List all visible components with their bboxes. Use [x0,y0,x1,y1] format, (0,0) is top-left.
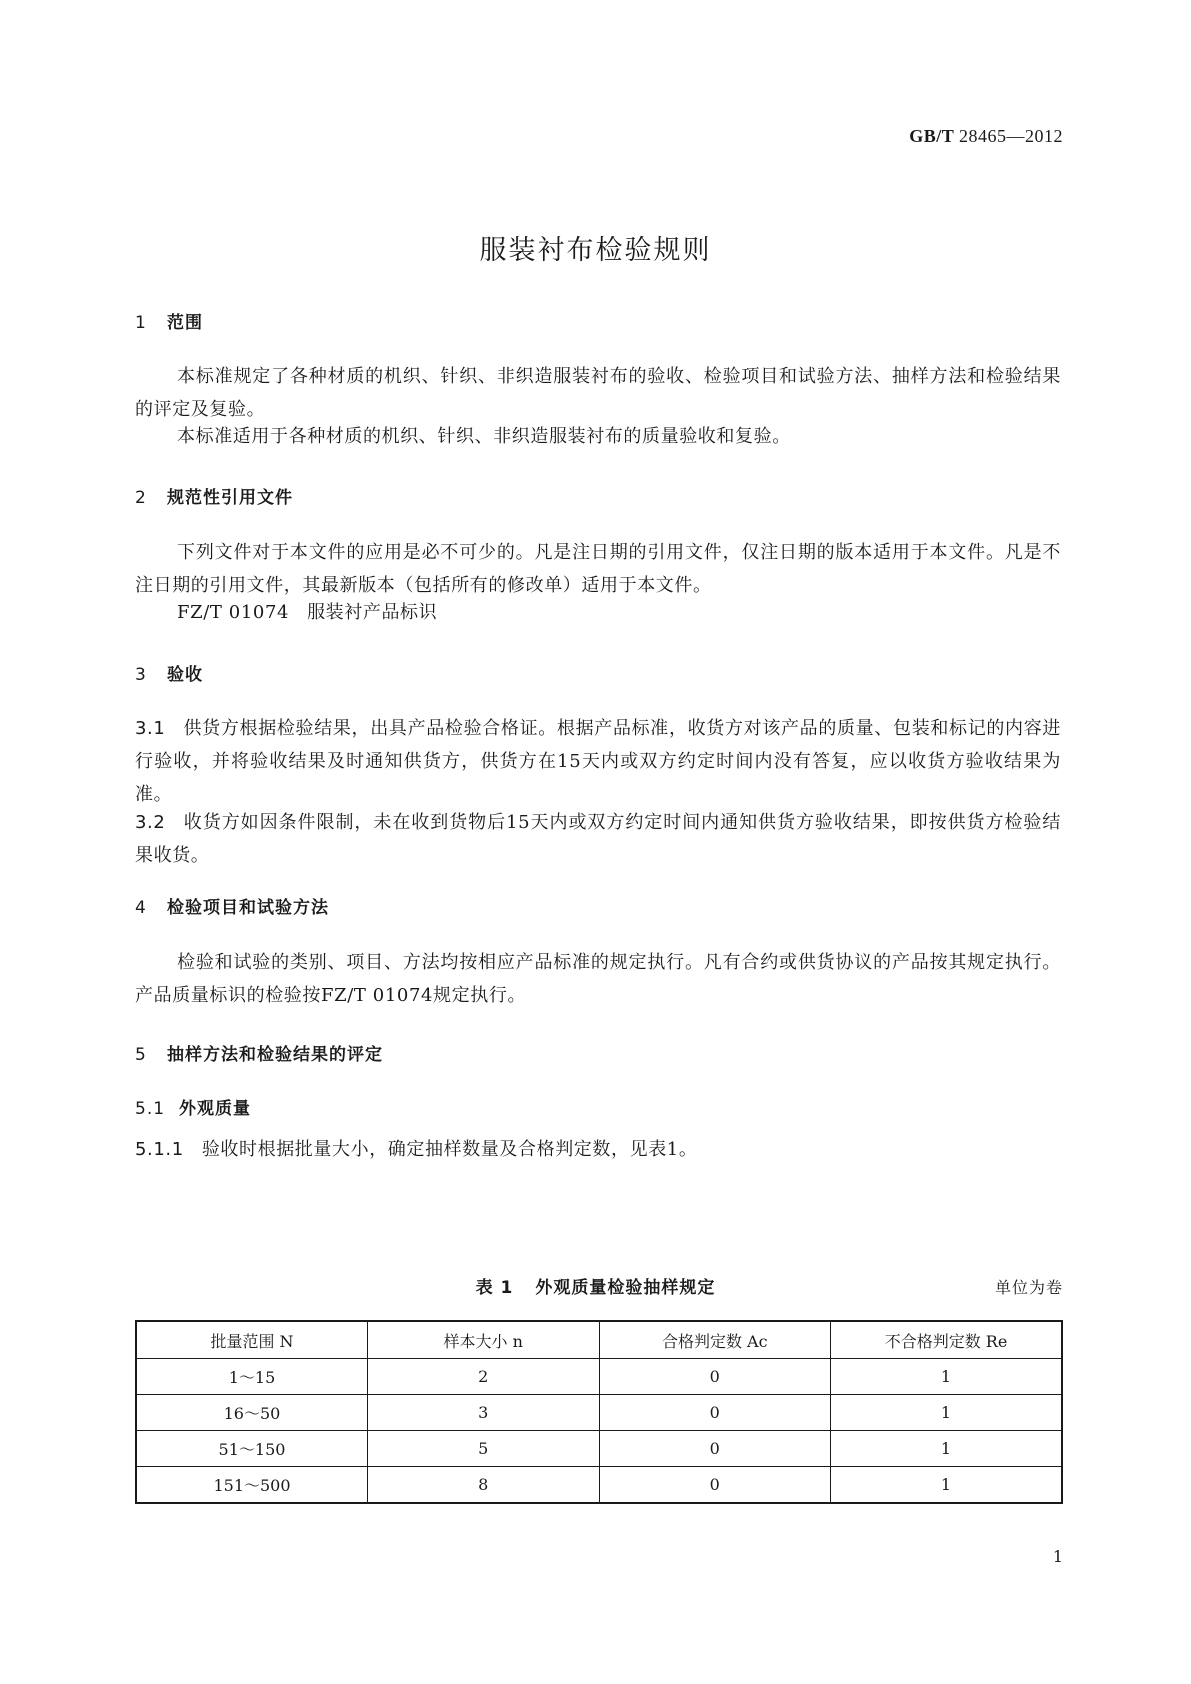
section-number: 3 [135,665,147,685]
table-cell: 8 [368,1467,600,1504]
scope-paragraph-2: 本标准适用于各种材质的机织、针织、非织造服装衬布的质量验收和复验。 [177,426,791,447]
table-cell: 0 [599,1359,831,1395]
table-label: 表 1 [475,1278,514,1298]
clause-number: 3.2 [135,812,166,833]
clause-3-1 [135,712,1061,811]
clause-text: 收货方如因条件限制，未在收到货物后15天内或双方约定时间内通知供货方验收结果，即按供货方检验结果收货。 [135,812,1061,866]
table-cell: 1 [831,1467,1063,1504]
clause-5-1-1 [135,1133,1061,1166]
standard-code [909,126,1063,147]
section-3-heading [135,660,203,685]
column-header: 样本大小 n [368,1321,600,1359]
reference-code: FZ/T 01074 [177,602,290,623]
table-row [136,1395,1062,1431]
table-cell: 1～15 [136,1359,368,1395]
section-4-heading [135,893,329,918]
inspection-paragraph: 检验和试验的类别、项目、方法均按相应产品标准的规定执行。凡有合约或供货协议的产品按其规定执行。产品质量标识的检验按FZ/T 01074规定执行。 [135,952,1061,1006]
column-header: 批量范围 N [136,1321,368,1359]
column-header: 不合格判定数 Re [831,1321,1063,1359]
clause-number: 5.1.1 [135,1139,184,1160]
table-cell: 1 [831,1431,1063,1467]
table-cell: 16～50 [136,1395,368,1431]
reference-title: 服装衬产品标识 [307,602,438,623]
table-cell: 2 [368,1359,600,1395]
table-header-row [136,1321,1062,1359]
column-header: 合格判定数 Ac [599,1321,831,1359]
table-cell: 1 [831,1395,1063,1431]
clause-number: 3.1 [135,718,166,739]
section-number: 4 [135,898,147,918]
table-row [136,1359,1062,1395]
references-paragraph: 下列文件对于本文件的应用是必不可少的。凡是注日期的引用文件，仅注日期的版本适用于本文件。凡是不注日期的引用文件，其最新版本（包括所有的修改单）适用于本文件。 [135,542,1061,596]
subsection-title: 外观质量 [179,1099,251,1119]
section-2-heading [135,483,293,508]
table-cell: 3 [368,1395,600,1431]
section-title: 范围 [167,313,203,333]
clause-3-2 [135,806,1061,872]
table-row [136,1431,1062,1467]
scope-paragraph-1: 本标准规定了各种材质的机织、针织、非织造服装衬布的验收、检验项目和试验方法、抽样方法和检验结果的评定及复验。 [135,366,1061,420]
table-cell: 1 [831,1359,1063,1395]
subsection-number: 5.1 [135,1099,166,1119]
section-title: 规范性引用文件 [167,488,293,508]
clause-text: 供货方根据检验结果，出具产品检验合格证。根据产品标准，收货方对该产品的质量、包装和标记的内容进行验收，并将验收结果及时通知供货方，供货方在15天内或双方约定时间内没有答复，应以收货方验收结果为准。 [135,718,1061,805]
table-cell: 151～500 [136,1467,368,1504]
table-title: 外观质量检验抽样规定 [535,1278,716,1298]
section-number: 2 [135,488,147,508]
table-row [136,1467,1062,1504]
subsection-5-1-heading [135,1094,251,1119]
document-title: 服装衬布检验规则 [479,235,712,266]
section-1-heading [135,308,203,333]
section-title: 抽样方法和检验结果的评定 [167,1045,383,1065]
section-5-heading [135,1040,383,1065]
table-cell: 51～150 [136,1431,368,1467]
standard-prefix: GB/T [909,126,954,146]
table-cell: 0 [599,1431,831,1467]
clause-text: 验收时根据批量大小，确定抽样数量及合格判定数，见表1。 [201,1139,698,1160]
section-number: 5 [135,1045,147,1065]
section-title: 检验项目和试验方法 [167,898,329,918]
standard-number: 28465—2012 [959,126,1063,146]
page-number: 1 [1052,1547,1063,1566]
sampling-table [135,1320,1063,1504]
table-unit: 单位为卷 [994,1278,1063,1297]
table-cell: 5 [368,1431,600,1467]
reference-entry [177,596,437,629]
section-number: 1 [135,313,147,333]
section-title: 验收 [167,665,203,685]
table-cell: 0 [599,1467,831,1504]
table-cell: 0 [599,1395,831,1431]
